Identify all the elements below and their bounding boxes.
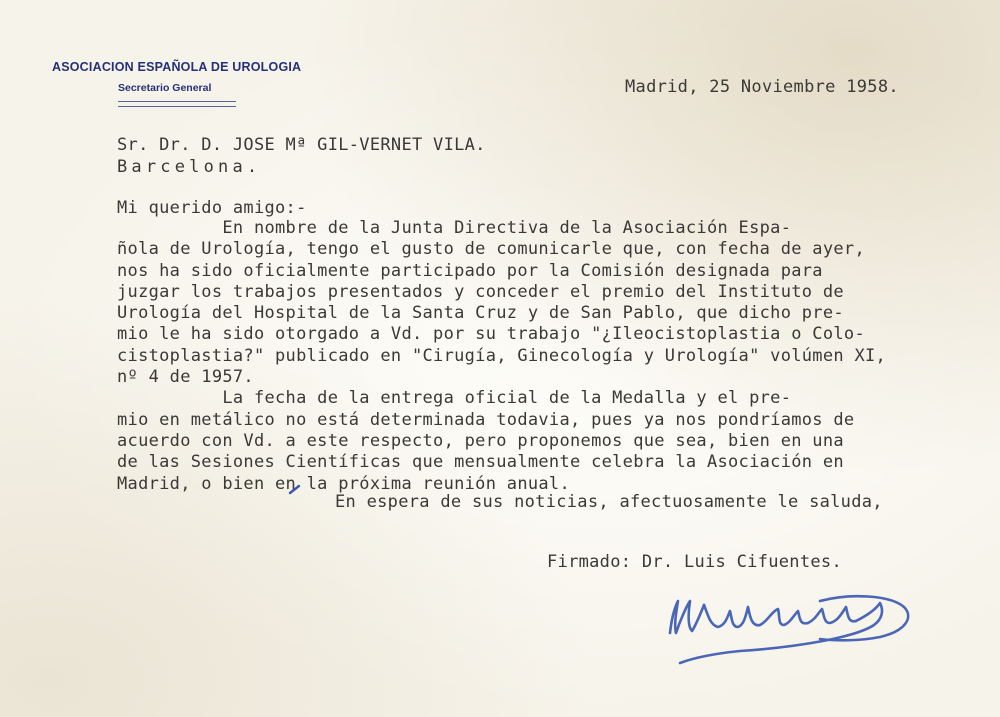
salutation: Mi querido amigo:- <box>117 198 307 218</box>
body-line: mio en metálico no está determinada todavia, pues ya nos pondríamos de <box>117 409 855 430</box>
letterhead-double-rule <box>118 101 236 107</box>
closing-line: En espera de sus noticias, afectuosamente le saluda, <box>335 492 883 512</box>
body-line: de las Sesiones Científicas que mensualmente celebra la Asociación en <box>117 452 844 473</box>
body-line: juzgar los trabajos presentados y conceder el premio del Instituto de <box>117 281 844 302</box>
body-line: nos ha sido oficialmente participado por la Comisión designada para <box>117 260 823 281</box>
letterhead <box>52 60 302 94</box>
organization-name: ASOCIACION ESPAÑOLA DE UROLOGIA <box>52 60 302 74</box>
ink-mark <box>288 480 302 499</box>
body-line: La fecha de la entrega oficial de la Medalla y el pre- <box>117 388 792 409</box>
letter-date: Madrid, 25 Noviembre 1958. <box>625 77 899 97</box>
body-line: ñola de Urología, tengo el gusto de comunicarle que, con fecha de ayer, <box>117 239 865 260</box>
letter-body <box>117 218 987 495</box>
body-line: acuerdo con Vd. a este respecto, pero proponemos que sea, bien en una <box>117 430 844 451</box>
department-title: Secretario General <box>118 82 212 94</box>
body-line: Urología del Hospital de la Santa Cruz y de San Pablo, que dicho pre- <box>117 303 844 324</box>
addressee-city: Barcelona. <box>117 157 262 177</box>
signed-by: Firmado: Dr. Luis Cifuentes. <box>547 552 842 572</box>
addressee-name: Sr. Dr. D. JOSE Mª GIL-VERNET VILA. <box>117 135 486 155</box>
handwritten-signature <box>660 585 930 674</box>
body-line: mio le ha sido otorgado a Vd. por su trabajo "¿Ileocistoplastia o Colo- <box>117 324 865 345</box>
body-line: cistoplastia?" publicado en "Cirugía, Ginecología y Urología" volúmen XI, <box>117 345 887 366</box>
body-line: nº 4 de 1957. <box>117 367 254 388</box>
body-line: En nombre de la Junta Directiva de la Asociación Espa- <box>117 218 792 238</box>
body-line: Madrid, o bien en la próxima reunión anual. <box>117 473 570 494</box>
